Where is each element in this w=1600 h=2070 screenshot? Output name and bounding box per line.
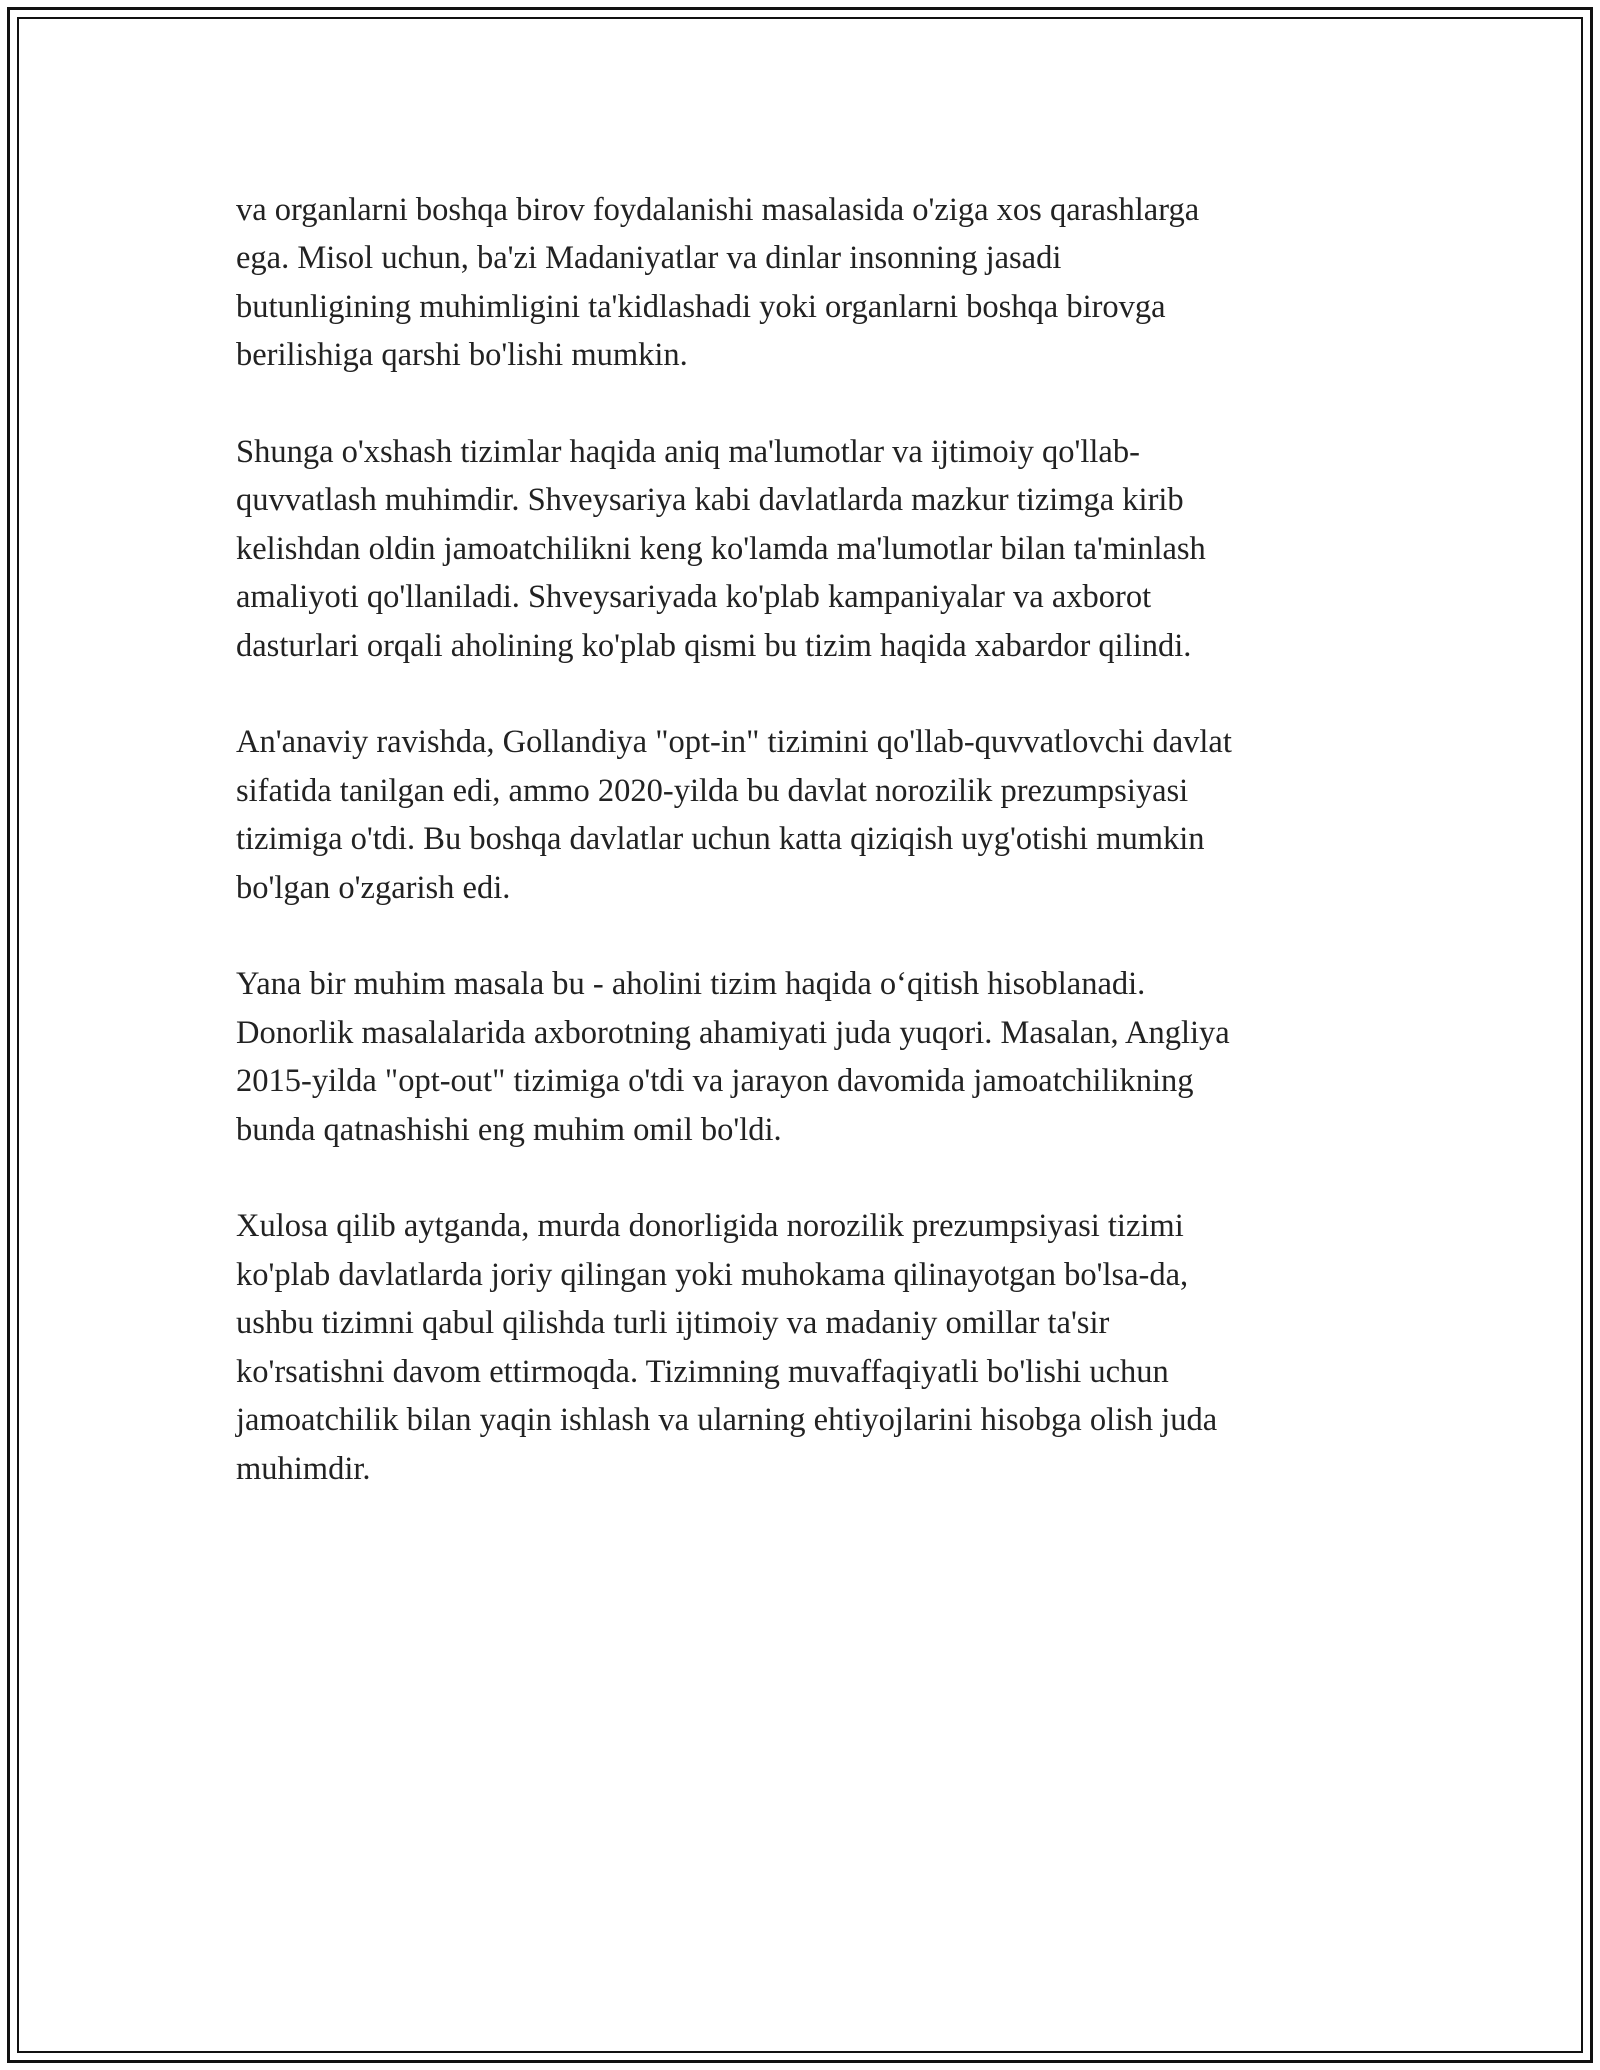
paragraph-cultural-views: va organlarni boshqa birov foydalanishi masalasida o'ziga xos qarashlarga ega. Misol uchun, ba'zi Madaniyatlar va dinlar insonning jasadi butunligining muhimligini ta'kidlashadi yoki organlarni boshqa birovga berilishiga qarshi bo'lishi mumkin. — [236, 192, 1200, 374]
paragraph-netherlands: An'anaviy ravishda, Gollandiya "opt-in" tizimini qo'llab-quvvatlovchi davlat sifatida tanilgan edi, ammo 2020-yilda bu davlat norozilik prezumpsiyasi tizimiga o'tdi. Bu boshqa davlatlar uchun katta qiziqish uyg'otishi mumkin bo'lgan o'zgarish edi. — [236, 724, 1232, 906]
paragraph-public-support: Shunga o'xshash tizimlar haqida aniq ma'lumotlar va ijtimoiy qo'llab- quvvatlash muhimdir. Shveysariya kabi davlatlarda mazkur tizimga kirib kelishdan oldin jamoatchilikni keng ko'lamda ma'lumotlar bilan ta'minlash amaliyoti qo'llaniladi. Shveysariyada ko'plab kampaniyalar va axborot dasturlari orqali aholining ko'plab qismi bu tizim haqida xabardor qilindi. — [236, 434, 1206, 664]
document-body — [236, 186, 1376, 1541]
paragraph-conclusion: Xulosa qilib aytganda, murda donorligida norozilik prezumpsiyasi tizimi ko'plab davlatlarda joriy qilingan yoki muhokama qilinayotgan bo'lsa-da, ushbu tizimni qabul qilishda turli ijtimoiy va madaniy omillar ta'sir ko'rsatishni davom ettirmoqda. Tizimning muvaffaqiyatli bo'lishi uchun jamoatchilik bilan yaqin ishlash va ularning ehtiyojlarini hisobga olish juda muhimdir. — [236, 1208, 1218, 1487]
paragraph-education: Yana bir muhim masala bu - aholini tizim haqida o‘qitish hisoblanadi. Donorlik masalalarida axborotning ahamiyati juda yuqori. Masalan, Angliya 2015-yilda "opt-out" tizimiga o'tdi va jarayon davomida jamoatchilikning bunda qatnashishi eng muhim omil bo'ldi. — [236, 966, 1230, 1148]
